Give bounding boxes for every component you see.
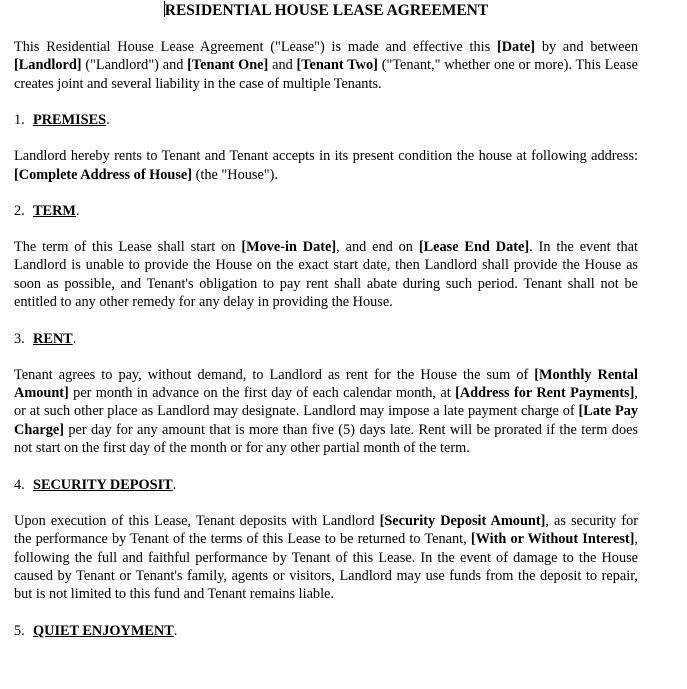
section-heading: 1. PREMISES.	[14, 112, 110, 129]
placeholder-field: [Move-in Date]	[241, 239, 337, 256]
section-number: 2.	[14, 203, 25, 220]
document-title: RESIDENTIAL HOUSE LEASE AGREEMENT	[164, 2, 489, 19]
text-run: and	[268, 57, 297, 74]
text-run: , and end on	[336, 239, 419, 256]
placeholder-field: [Lease End Date]	[418, 239, 530, 256]
text-run: (the "House").	[192, 166, 278, 183]
section-number: 4.	[14, 476, 25, 493]
text-run: , or at such other place as Landlord may designate. Landlord may impose a late payment charge of	[14, 385, 638, 420]
text-run: The term of this Lease shall start on	[14, 239, 242, 256]
document-page[interactable]	[14, 0, 638, 640]
section-paragraph	[14, 512, 638, 604]
sections-container	[14, 93, 638, 640]
section-number: 3.	[14, 330, 25, 347]
text-run: Tenant agrees to pay, without demand, to Landlord as rent for the House the sum of	[14, 366, 535, 383]
spacer	[14, 93, 638, 111]
placeholder-field: [Monthly Rental Amount]	[14, 366, 639, 402]
section-paragraph	[14, 147, 638, 184]
text-run: by and between	[535, 39, 638, 55]
text-run: Landlord hereby rents to Tenant and Tenant accepts in its present condition the house at following address:	[14, 148, 638, 165]
section-heading: 5. QUIET ENJOYMENT.	[14, 622, 178, 639]
placeholder-field: [Late Pay Charge]	[14, 403, 638, 438]
placeholder-field: [Tenant Two]	[296, 57, 378, 74]
spacer	[14, 312, 638, 330]
section-heading: 4. SECURITY DEPOSIT.	[14, 476, 177, 493]
section-number: 1.	[14, 112, 25, 129]
intro-paragraph	[14, 38, 638, 93]
spacer	[14, 348, 638, 366]
placeholder-field: [Tenant One]	[187, 57, 269, 74]
spacer	[14, 458, 638, 476]
section-paragraph	[14, 238, 638, 312]
text-run: ("Tenant," whether one or more). This Lease creates joint and several liability in the case of multiple Tenants.	[14, 57, 638, 92]
section-number: 5.	[14, 622, 25, 639]
text-run: This Residential House Lease Agreement ("Lease") is made and effective this	[14, 39, 497, 55]
placeholder-field: [With or Without Interest]	[470, 531, 635, 548]
spacer	[14, 184, 638, 202]
text-run: . In the event that Landlord is unable to provide the House on the exact start date, then Landlord shall provide the House as soon as possible, and Tenant's obligation to pay rent shall abate during such period. Tenant shall not be entitled to any other remedy for any delay in providing the House.	[14, 239, 638, 311]
text-run: Upon execution of this Lease, Tenant deposits with Landlord	[14, 512, 380, 529]
placeholder-field: [Landlord]	[14, 57, 82, 74]
spacer	[14, 129, 638, 147]
spacer	[14, 220, 638, 238]
section-heading: 2. TERM.	[14, 203, 80, 220]
section-title: PREMISES	[33, 112, 107, 129]
section-title: RENT	[33, 330, 73, 347]
text-run: per day for any amount that is more than five (5) days late. Rent will be prorated if the term does not start on the first day of the month or for any other partial month of the term.	[14, 421, 638, 457]
text-run: , as security for the performance by Tenant of the terms of this Lease to be returned to Tenant,	[14, 512, 638, 548]
section-title: SECURITY DEPOSIT	[33, 476, 173, 493]
text-run: ("Landlord") and	[81, 57, 188, 74]
section-heading: 3. RENT.	[14, 330, 77, 347]
spacer	[14, 604, 638, 622]
text-run: per month in advance on the first day of each calendar month, at	[68, 385, 456, 402]
section-title: TERM	[33, 203, 76, 220]
placeholder-field: [Address for Rent Payments]	[455, 385, 635, 402]
spacer	[14, 494, 638, 512]
placeholder-field: [Date]	[496, 39, 536, 55]
section-title: QUIET ENJOYMENT	[33, 622, 174, 639]
placeholder-field: [Security Deposit Amount]	[379, 512, 546, 529]
text-run: , following the full and faithful performance by Tenant of this Lease. In the event of damage to the House caused by Tenant or Tenant's family, agents or visitors, Landlord may use funds from the deposit to repair, but is not limited to this fund and Tenant remains liable.	[14, 531, 638, 603]
section-paragraph	[14, 366, 638, 458]
placeholder-field: [Complete Address of House]	[14, 166, 193, 183]
